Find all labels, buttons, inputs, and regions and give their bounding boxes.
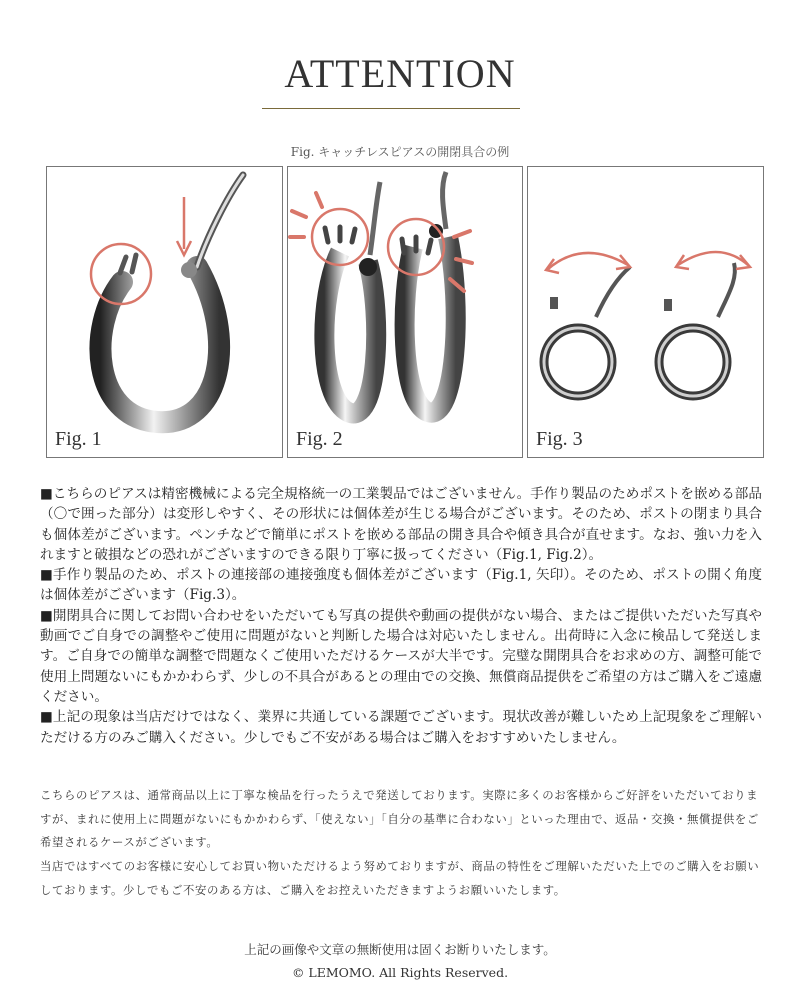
hoop-earring-post-closeup-icon	[47, 167, 283, 458]
two-hoop-earrings-opening-angle-icon	[528, 167, 764, 458]
body-paragraph: 当店ではすべてのお客様に安心してお買い物いただけるよう努めておりますが、商品の特性をご理解いただいた上でのご購入をお願いしております。少しでもご不安のある方は、ご購入をお控えいただきますようお願いいたします。	[40, 859, 760, 897]
footer	[0, 938, 800, 984]
two-hoop-earrings-highlighted-icon	[288, 167, 523, 458]
attention-notes	[40, 484, 762, 748]
note-paragraph: ■手作り製品のため、ポストの連接部の連接強度も個体差がございます（Fig.1, 矢印）。そのため、ポストの開く角度は個体差がございます（Fig.3）。	[40, 567, 762, 604]
title-divider	[262, 108, 520, 109]
copyright: © LEMOMO. All Rights Reserved.	[291, 965, 509, 980]
figure-label-2: Fig. 2	[296, 428, 343, 450]
note-paragraph: ■上記の現象は当店だけではなく、業界に共通している課題でございます。現状改善が難しいため上記現象をご理解いただける方のみご購入ください。少しでもご不安がある場合はご購入をおすすめいたしません。	[40, 709, 762, 746]
figure-panel-1	[46, 166, 283, 458]
note-paragraph: ■開閉具合に関してお問い合わせをいただいても写真の提供や動画の提供がない場合、またはご提供いただいた写真や動画でご自身での調整やご使用に問題がないと判断した場合は対応いたしません。出荷時に入念に検品して発送します。ご自身での簡単な調整で問題なくご使用いただけるケースが大半です。完璧な開閉具合をお求めの方、調整可能で使用上問題ないにもかかわらず、少しの不具合があるとの理由での交換、無償商品提供をご希望の方はご購入をご遠慮ください。	[40, 607, 762, 705]
usage-notice: 上記の画像や文章の無断使用は固くお断りいたします。	[244, 942, 556, 957]
figure-panel-3	[527, 166, 764, 458]
page-title: ATTENTION	[284, 51, 516, 96]
note-paragraph: ■こちらのピアスは精密機械による完全規格統一の工業製品ではございません。手作り製品のためポストを嵌める部品（〇で囲った部分）は変形しやすく、その形状には個体差が生じる場合がございます。そのため、ポストの閉まり具合も個体差がございます。ペンチなどで簡単にポストを嵌める部品の開き具合や傾き具合が直せます。なお、強い力を入れますと破損などの恐れがございますのできる限り丁寧に扱ってください（Fig.1, Fig.2）。	[40, 486, 762, 563]
body-paragraph: こちらのピアスは、通常商品以上に丁寧な検品を行ったうえで発送しております。実際に多くのお客様からご好評をいただいておりますが、まれに使用上に問題がないにもかかわらず、「使えない」「自分の基準に合わない」といった理由で、返品・交換・無償提供をご希望されるケースがございます。	[40, 788, 759, 850]
figure-label-1: Fig. 1	[55, 428, 102, 450]
figure-label-3: Fig. 3	[536, 428, 583, 450]
figure-panel-2	[287, 166, 523, 458]
figure-caption: Fig. キャッチレスピアスの開閉具合の例	[290, 145, 510, 159]
inspection-info	[40, 784, 762, 903]
